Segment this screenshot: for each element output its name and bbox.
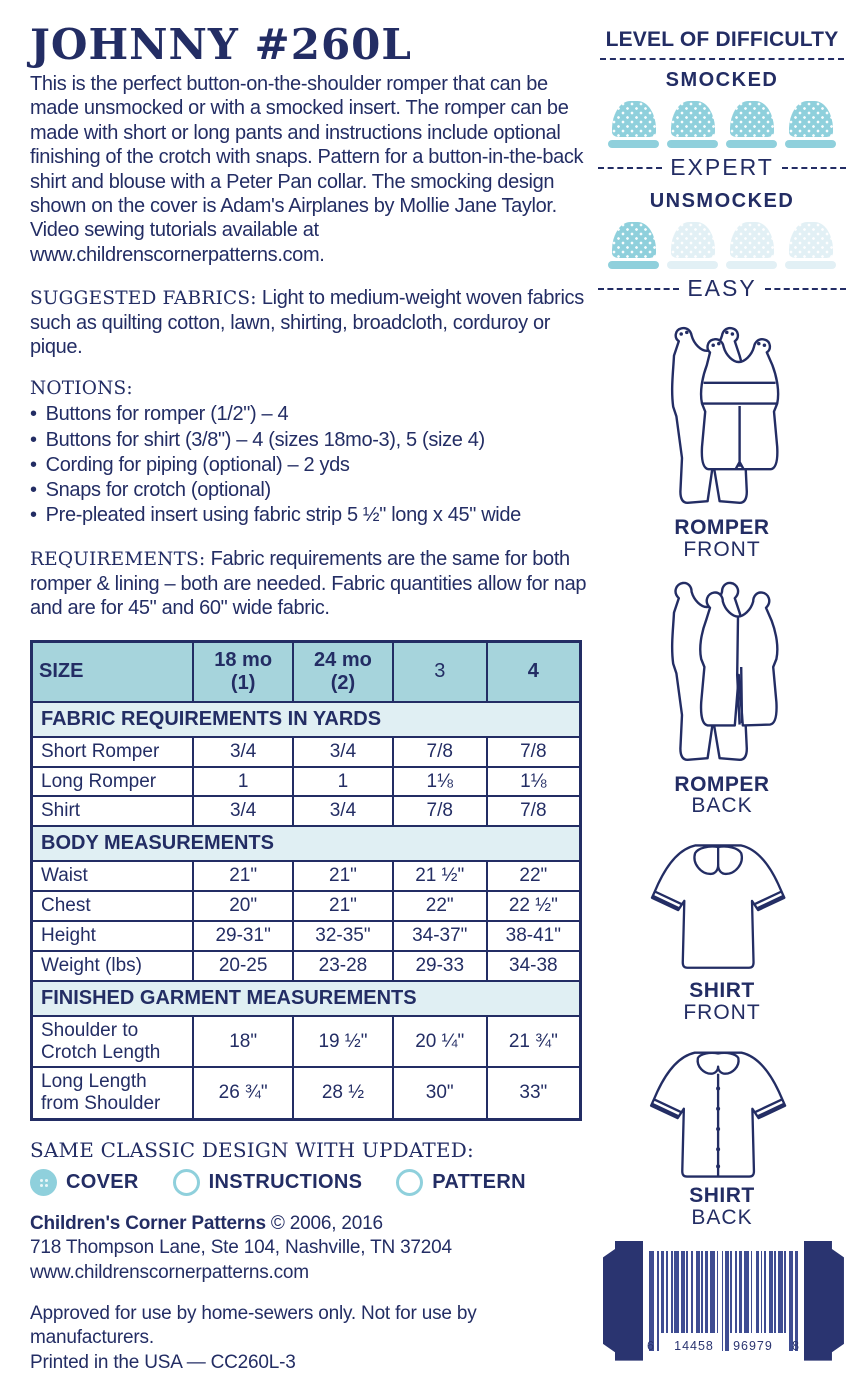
table-cell: 26 ¾" — [193, 1067, 293, 1119]
updated-item-label: COVER — [66, 1171, 139, 1194]
table-cell: 33" — [487, 1067, 581, 1119]
barcode-bar — [795, 1251, 798, 1351]
table-cell: Chest — [32, 891, 194, 921]
table-cell: 20" — [193, 891, 293, 921]
table-row — [32, 921, 581, 951]
updated-item-cover — [30, 1169, 139, 1196]
table-cell: 18" — [193, 1016, 293, 1068]
table-section-row — [32, 826, 581, 861]
spool-flange-right-icon — [804, 1241, 844, 1361]
table-cell: Height — [32, 921, 194, 951]
dashed-divider — [600, 58, 844, 60]
barcode-bar — [761, 1251, 763, 1333]
thimble-icon — [608, 101, 659, 148]
level-name: SMOCKED — [665, 69, 779, 91]
barcode-bar — [784, 1251, 786, 1333]
thimble-icon — [726, 101, 777, 148]
publisher-website: www.childrenscornerpatterns.com — [30, 1261, 309, 1283]
table-row — [32, 1067, 581, 1119]
table-section-title: FINISHED GARMENT MEASUREMENTS — [32, 981, 581, 1016]
rating-row — [598, 275, 846, 302]
illustration-label — [683, 980, 760, 1024]
barcode-bar — [739, 1251, 742, 1333]
barcode-bar — [705, 1251, 708, 1333]
romper-front-drawing — [628, 314, 816, 514]
table-cell: 20-25 — [193, 951, 293, 981]
table-cell: 29-31" — [193, 921, 293, 951]
notion-item: • Pre-pleated insert using fabric strip 5 ½" long x 45" wide — [30, 503, 590, 528]
thimble-icon — [667, 222, 718, 269]
table-cell: 22" — [393, 891, 487, 921]
thimble-base — [726, 140, 777, 148]
notion-item: • Buttons for romper (1/2") – 4 — [30, 402, 590, 427]
table-section-title: FABRIC REQUIREMENTS IN YARDS — [32, 702, 581, 737]
size-table — [30, 640, 582, 1121]
romper-back-drawing — [628, 571, 816, 771]
barcode-bar — [789, 1251, 792, 1351]
table-cell: 3/4 — [193, 796, 293, 826]
description-paragraph: This is the perfect button-on-the-shoulder romper that can be made unsmocked or with a smocked insert. The romper can be made with short or long pants and instructions include optional finishing of the crotch with snaps. Pattern for a button-in-the-back shirt and blouse with a Peter Pan collar. The smocking design shown on the cover is Adam's Airplanes by Mollie Jane Taylor. Video sewing tutorials available at www.childrenscornerpatterns.com. — [30, 73, 584, 266]
thimble-rating-icons — [598, 101, 846, 148]
table-cell: 1 — [193, 767, 293, 797]
requirements-text: Fabric requirements are the same for both romper & lining – both are needed. Fabric quantities allow for nap and are for 45" and 60" wide fabric. — [30, 548, 587, 620]
table-row — [32, 951, 581, 981]
barcode-bar — [725, 1251, 728, 1351]
copyright-years: © 2006, 2016 — [270, 1213, 383, 1235]
table-cell: 28 ½ — [293, 1067, 393, 1119]
table-cell: 21" — [193, 861, 293, 891]
difficulty-title: LEVEL OF DIFFICULTY — [605, 28, 839, 51]
updated-item-instructions — [173, 1169, 363, 1196]
table-cell: 30" — [393, 1067, 487, 1119]
table-cell: Weight (lbs) — [32, 951, 194, 981]
table-cell: Long Romper — [32, 767, 194, 797]
notions-section — [30, 378, 590, 528]
table-cell: 23-28 — [293, 951, 393, 981]
barcode-bar — [701, 1251, 703, 1333]
barcode-digit: 96979 — [733, 1338, 773, 1353]
main-content — [30, 20, 590, 1375]
sidebar — [590, 24, 846, 1375]
thimble-dome — [789, 101, 833, 137]
table-cell: 22 ½" — [487, 891, 581, 921]
barcode-bar — [710, 1251, 715, 1333]
dashed-line — [765, 288, 846, 290]
difficulty-level-unsmocked — [598, 190, 846, 302]
table-cell: 3/4 — [293, 796, 393, 826]
table-cell: SIZE — [32, 641, 194, 702]
barcode-bar — [764, 1251, 766, 1333]
difficulty-level-smocked — [598, 69, 846, 181]
table-cell: Short Romper — [32, 737, 194, 767]
thimble-dome — [671, 101, 715, 137]
printed-line: Printed in the USA — CC260L-3 — [30, 1351, 296, 1373]
garment-view: BACK — [691, 794, 753, 818]
table-cell: 38-41" — [487, 921, 581, 951]
updated-item-label: PATTERN — [432, 1171, 526, 1194]
page-title: JOHNNY #260L — [30, 20, 412, 69]
barcode-digit: 14458 — [674, 1338, 714, 1353]
button-icon — [396, 1169, 423, 1196]
table-section-row — [32, 981, 581, 1016]
updated-item-pattern — [396, 1169, 526, 1196]
thimble-icon — [785, 222, 836, 269]
notion-item: • Cording for piping (optional) – 2 yds — [30, 453, 590, 478]
table-cell: 1⅛ — [393, 767, 487, 797]
level-name: UNSMOCKED — [649, 190, 795, 212]
table-row — [32, 861, 581, 891]
updated-item-label: INSTRUCTIONS — [208, 1171, 363, 1194]
barcode-bar — [717, 1251, 719, 1333]
barcode-bar — [686, 1251, 688, 1333]
dashed-line — [782, 167, 846, 169]
button-icon — [173, 1169, 200, 1196]
thimble-icon — [667, 101, 718, 148]
thimble-base — [667, 140, 718, 148]
table-cell: 24 mo (2) — [293, 641, 393, 702]
table-cell: 1 — [293, 767, 393, 797]
notions-list — [30, 402, 590, 528]
table-row — [32, 1016, 581, 1068]
garment-name: ROMPER — [674, 772, 770, 796]
thimble-icon — [608, 222, 659, 269]
updated-heading: SAME CLASSIC DESIGN WITH UPDATED: — [30, 1138, 474, 1163]
barcode-bars-area — [643, 1241, 804, 1361]
illustration-romper-front — [628, 314, 816, 561]
shirt-front-drawing — [627, 827, 817, 977]
thimble-dome — [612, 222, 656, 258]
difficulty-panel — [598, 28, 846, 304]
table-cell: 3/4 — [193, 737, 293, 767]
illustration-shirt-front — [627, 827, 817, 1024]
barcode-digit: 6 — [647, 1338, 655, 1353]
thimble-base — [785, 261, 836, 269]
garment-view: BACK — [691, 1205, 753, 1229]
illustration-label — [674, 774, 769, 818]
publisher-block — [30, 1212, 590, 1285]
table-cell: 21" — [293, 861, 393, 891]
thimble-base — [785, 140, 836, 148]
table-cell: 34-38 — [487, 951, 581, 981]
notion-item: • Buttons for shirt (3/8") – 4 (sizes 18mo-3), 5 (size 4) — [30, 428, 590, 453]
table-cell: 18 mo (1) — [193, 641, 293, 702]
thimble-rating-icons — [598, 222, 846, 269]
barcode-bar — [778, 1251, 783, 1333]
garment-view: FRONT — [683, 1001, 761, 1025]
illustration-shirt-back — [627, 1034, 817, 1229]
table-cell: 7/8 — [393, 796, 487, 826]
notion-item: • Snaps for crotch (optional) — [30, 478, 590, 503]
thimble-dome — [789, 222, 833, 258]
barcode-bar — [691, 1251, 693, 1333]
table-cell: Shirt — [32, 796, 194, 826]
barcode-bar — [649, 1251, 654, 1351]
publisher-name: Children's Corner Patterns — [30, 1213, 266, 1235]
rating-label: EXPERT — [670, 154, 774, 180]
table-cell: Long Length from Shoulder — [32, 1067, 194, 1119]
legal-line: Approved for use by home-sewers only. Not for use by manufacturers. — [30, 1302, 477, 1349]
barcode-bar — [774, 1251, 776, 1333]
garment-name: SHIRT — [689, 1183, 755, 1207]
illustration-label — [674, 517, 769, 561]
barcode-bar — [657, 1251, 659, 1351]
barcode-bar — [735, 1251, 737, 1333]
barcode-bar — [666, 1251, 668, 1333]
thimble-dome — [671, 222, 715, 258]
barcode-bar — [674, 1251, 679, 1333]
thimble-dome — [730, 222, 774, 258]
table-cell: 20 ¼" — [393, 1016, 487, 1068]
table-row — [32, 767, 581, 797]
table-cell: 7/8 — [487, 737, 581, 767]
table-cell: 19 ½" — [293, 1016, 393, 1068]
button-icon — [30, 1169, 57, 1196]
barcode-bar — [751, 1251, 753, 1333]
table-cell: 21 ½" — [393, 861, 487, 891]
garment-name: SHIRT — [689, 979, 755, 1003]
table-cell: 21" — [293, 891, 393, 921]
thimble-base — [608, 140, 659, 148]
suggested-fabrics-label: SUGGESTED FABRICS: — [30, 288, 257, 310]
dashed-line — [598, 288, 679, 290]
garment-view: FRONT — [683, 537, 761, 561]
suggested-fabrics-paragraph — [30, 286, 590, 359]
table-cell: 7/8 — [487, 796, 581, 826]
table-cell: 7/8 — [393, 737, 487, 767]
thimble-base — [726, 261, 777, 269]
thimble-base — [667, 261, 718, 269]
publisher-line — [30, 1212, 590, 1236]
updated-options — [30, 1169, 590, 1196]
thimble-dome — [730, 101, 774, 137]
table-cell: 21 ¾" — [487, 1016, 581, 1068]
barcode-bar — [661, 1251, 664, 1333]
rating-row — [598, 154, 846, 181]
rating-label: EASY — [687, 275, 757, 301]
table-row — [32, 891, 581, 921]
requirements-paragraph — [30, 547, 590, 620]
barcode-bar — [730, 1251, 732, 1333]
barcode-bar — [671, 1251, 673, 1333]
table-cell: Shoulder to Crotch Length — [32, 1016, 194, 1068]
thimble-icon — [726, 222, 777, 269]
notions-heading: NOTIONS: — [30, 378, 133, 400]
table-cell: 32-35" — [293, 921, 393, 951]
illustration-label — [689, 1185, 755, 1229]
barcode-bar — [769, 1251, 772, 1333]
table-cell: 22" — [487, 861, 581, 891]
dashed-line — [598, 167, 662, 169]
thimble-dome — [612, 101, 656, 137]
shirt-back-drawing — [627, 1034, 817, 1182]
legal-block — [30, 1302, 590, 1375]
barcode-digits — [647, 1339, 800, 1353]
table-cell: 3/4 — [293, 737, 393, 767]
table-row — [32, 796, 581, 826]
illustration-romper-back — [628, 571, 816, 818]
barcode-bar — [722, 1251, 724, 1351]
table-section-row — [32, 702, 581, 737]
suggested-fabrics-text: Light to medium-weight woven fabrics such as quilting cotton, lawn, shirting, broadcloth, corduroy or pique. — [30, 287, 584, 359]
barcode-bar — [744, 1251, 749, 1333]
table-cell: 29-33 — [393, 951, 487, 981]
thimble-base — [608, 261, 659, 269]
requirements-label: REQUIREMENTS: — [30, 549, 206, 571]
table-header-row — [32, 641, 581, 702]
barcode-bar — [696, 1251, 699, 1333]
barcode-bar — [756, 1251, 759, 1333]
table-row — [32, 737, 581, 767]
table-cell: 4 — [487, 641, 581, 702]
barcode-digit: 8 — [792, 1338, 800, 1353]
table-cell: Waist — [32, 861, 194, 891]
garment-name: ROMPER — [674, 516, 770, 539]
table-cell: 1⅛ — [487, 767, 581, 797]
barcode — [603, 1241, 841, 1361]
spool-flange-left-icon — [603, 1241, 643, 1361]
table-cell: 3 — [393, 641, 487, 702]
barcode-bar — [681, 1251, 684, 1333]
table-section-title: BODY MEASUREMENTS — [32, 826, 581, 861]
publisher-address: 718 Thompson Lane, Ste 104, Nashville, TN 37204 — [30, 1237, 452, 1259]
table-cell: 34-37" — [393, 921, 487, 951]
thimble-icon — [785, 101, 836, 148]
